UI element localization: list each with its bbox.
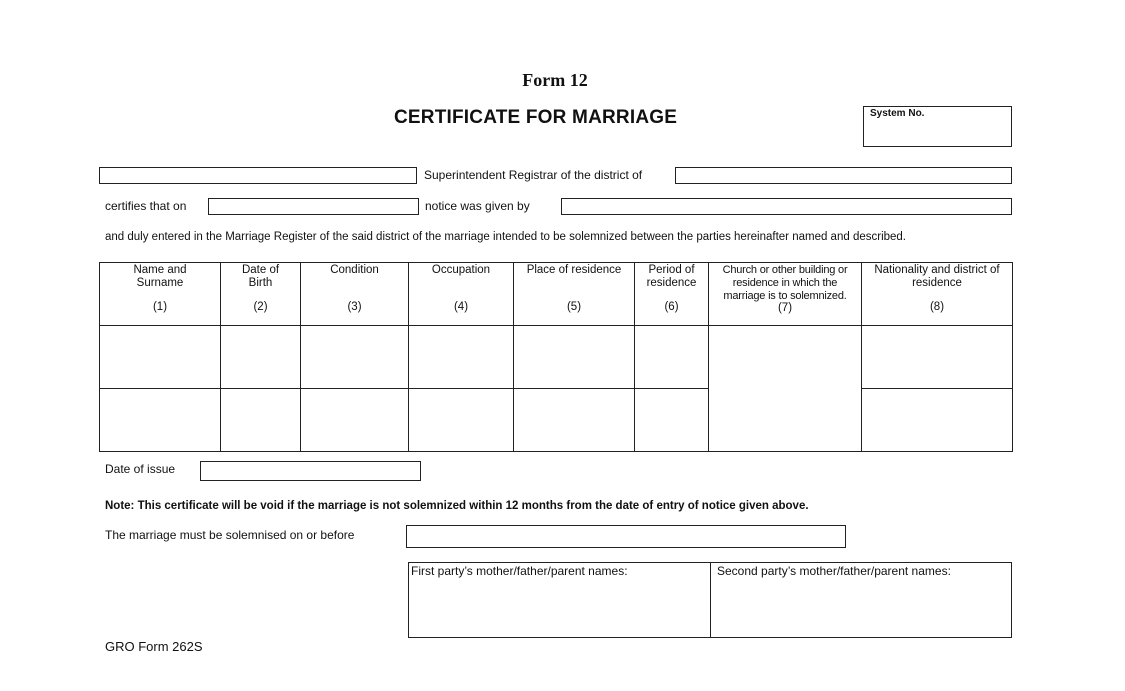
table-row (100, 326, 1013, 389)
form-code: GRO Form 262S (105, 639, 203, 654)
register-table (99, 262, 1013, 452)
date-of-issue-field[interactable] (200, 461, 421, 481)
table-cell[interactable] (635, 389, 709, 452)
solemnised-date-field[interactable] (406, 525, 846, 548)
table-header-row (100, 263, 1013, 326)
column-header: Date of Birth (2) (221, 263, 301, 326)
table-cell[interactable] (409, 326, 514, 389)
table-cell[interactable] (100, 326, 221, 389)
table-cell[interactable] (301, 326, 409, 389)
entered-text: and duly entered in the Marriage Register of the said district of the marriage intended to be solemnized between the parties hereinafter named and described. (105, 231, 907, 243)
column-header: Place of residence (5) (514, 263, 635, 326)
notice-text: notice was given by (425, 199, 530, 213)
column-header: Period of residence (6) (635, 263, 709, 326)
registrar-name-field[interactable] (99, 167, 417, 184)
form-number: Form 12 (522, 70, 588, 90)
table-cell[interactable] (862, 326, 1013, 389)
first-party-parents-label: First party’s mother/father/parent names: (411, 564, 628, 578)
registrar-text: Superintendent Registrar of the district of (424, 168, 643, 182)
table-row (100, 389, 1013, 452)
void-note: Note: This certificate will be void if the marriage is not solemnized within 12 months from the date of entry of notice given above. (105, 500, 809, 512)
table-cell[interactable] (221, 326, 301, 389)
table-cell[interactable] (514, 326, 635, 389)
system-no-field[interactable] (863, 106, 1012, 147)
column-header: Nationality and district of residence (8) (862, 263, 1013, 326)
second-party-parents-label: Second party’s mother/father/parent names: (717, 564, 951, 578)
column-header: Church or other building or residence in which the marriage is to solemnized. (7) (709, 263, 862, 326)
column-header: Condition (3) (301, 263, 409, 326)
table-cell-church[interactable] (709, 326, 862, 452)
certifies-text: certifies that on (105, 199, 187, 213)
table-cell[interactable] (409, 389, 514, 452)
table-cell[interactable] (635, 326, 709, 389)
column-header: Name and Surname (1) (100, 263, 221, 326)
table-cell[interactable] (301, 389, 409, 452)
notice-given-by-field[interactable] (561, 198, 1012, 215)
solemnised-label: The marriage must be solemnised on or before (105, 528, 355, 542)
notice-date-field[interactable] (208, 198, 419, 215)
table-cell[interactable] (221, 389, 301, 452)
table-cell[interactable] (514, 389, 635, 452)
column-header: Occupation (4) (409, 263, 514, 326)
parents-box (408, 562, 1012, 638)
district-field[interactable] (675, 167, 1012, 184)
date-of-issue-label: Date of issue (105, 462, 176, 476)
table-cell[interactable] (862, 389, 1013, 452)
parents-divider (710, 563, 711, 637)
form-title: CERTIFICATE FOR MARRIAGE (394, 107, 678, 128)
table-cell[interactable] (100, 389, 221, 452)
system-no-label: System No. (870, 108, 925, 119)
